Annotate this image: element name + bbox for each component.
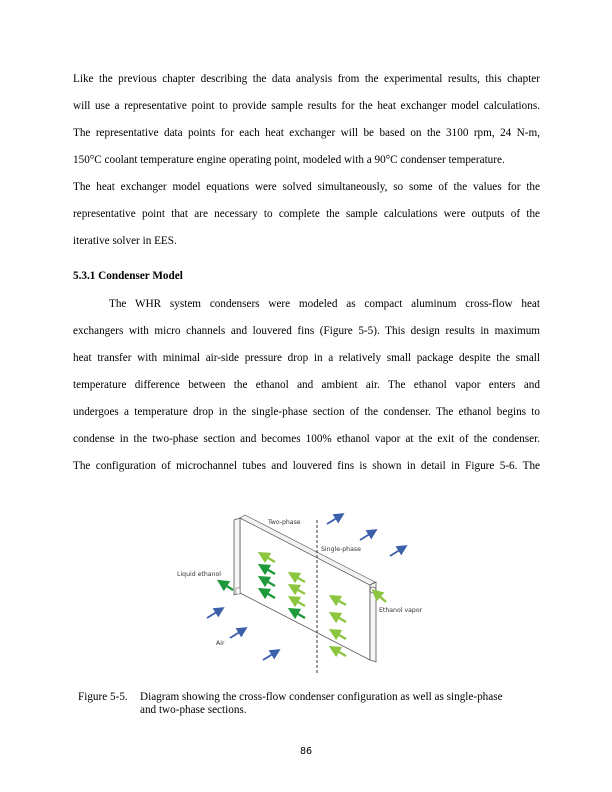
condenser-diagram bbox=[170, 510, 460, 680]
text-line: iterative solver in EES. bbox=[73, 235, 177, 247]
section-heading: 5.3.1 Condenser Model bbox=[73, 270, 183, 282]
label-single-phase: Single-phase bbox=[321, 546, 361, 553]
text-line: The heat exchanger model equations were solved simultaneously, so some of the values for the bbox=[73, 181, 540, 193]
page-number: 86 bbox=[299, 746, 313, 757]
label-air: Air bbox=[216, 640, 225, 647]
text-line: exchangers with micro channels and louvered fins (Figure 5-5). This design results in maximum bbox=[73, 325, 540, 337]
text-line: heat transfer with minimal air-side pressure drop in a relatively small package despite the small bbox=[73, 352, 540, 364]
text-line: The WHR system condensers were modeled as compact aluminum cross-flow heat bbox=[109, 298, 540, 310]
text-line: The configuration of microchannel tubes and louvered fins is shown in detail in Figure 5-6. The bbox=[73, 460, 540, 472]
ethanol-vapor-arrow bbox=[376, 593, 386, 602]
text-line: The representative data points for each heat exchanger will be based on the 3100 rpm, 24 N-m, bbox=[73, 127, 540, 139]
liquid-ethanol-arrow bbox=[222, 583, 233, 590]
caption-label: Figure 5-5. bbox=[78, 691, 128, 703]
caption-line: Diagram showing the cross-flow condenser configuration as well as single-phase bbox=[140, 691, 503, 703]
text-line: 150°C coolant temperature engine operating point, modeled with a 90°C condenser temperature. bbox=[73, 154, 505, 166]
label-ethanol-vapor: Ethanol vapor bbox=[379, 607, 423, 614]
text-line: Like the previous chapter describing the data analysis from the experimental results, this chapter bbox=[73, 73, 540, 85]
label-two-phase: Two-phase bbox=[268, 519, 301, 526]
text-line: condense in the two-phase section and becomes 100% ethanol vapor at the exit of the condenser. bbox=[73, 433, 540, 445]
text-line: temperature difference between the ethanol and ambient air. The ethanol vapor enters and bbox=[73, 379, 540, 391]
condenser-core bbox=[234, 515, 376, 662]
text-line: undergoes a temperature drop in the single-phase section of the condenser. The ethanol begins to bbox=[73, 406, 540, 418]
caption-line: and two-phase sections. bbox=[140, 704, 247, 716]
text-line: will use a representative point to provide sample results for the heat exchanger model calculations. bbox=[73, 100, 540, 112]
label-liquid-ethanol: Liquid ethanol bbox=[177, 571, 222, 578]
text-line: representative point that are necessary to complete the sample calculations were outputs of the bbox=[73, 208, 540, 220]
